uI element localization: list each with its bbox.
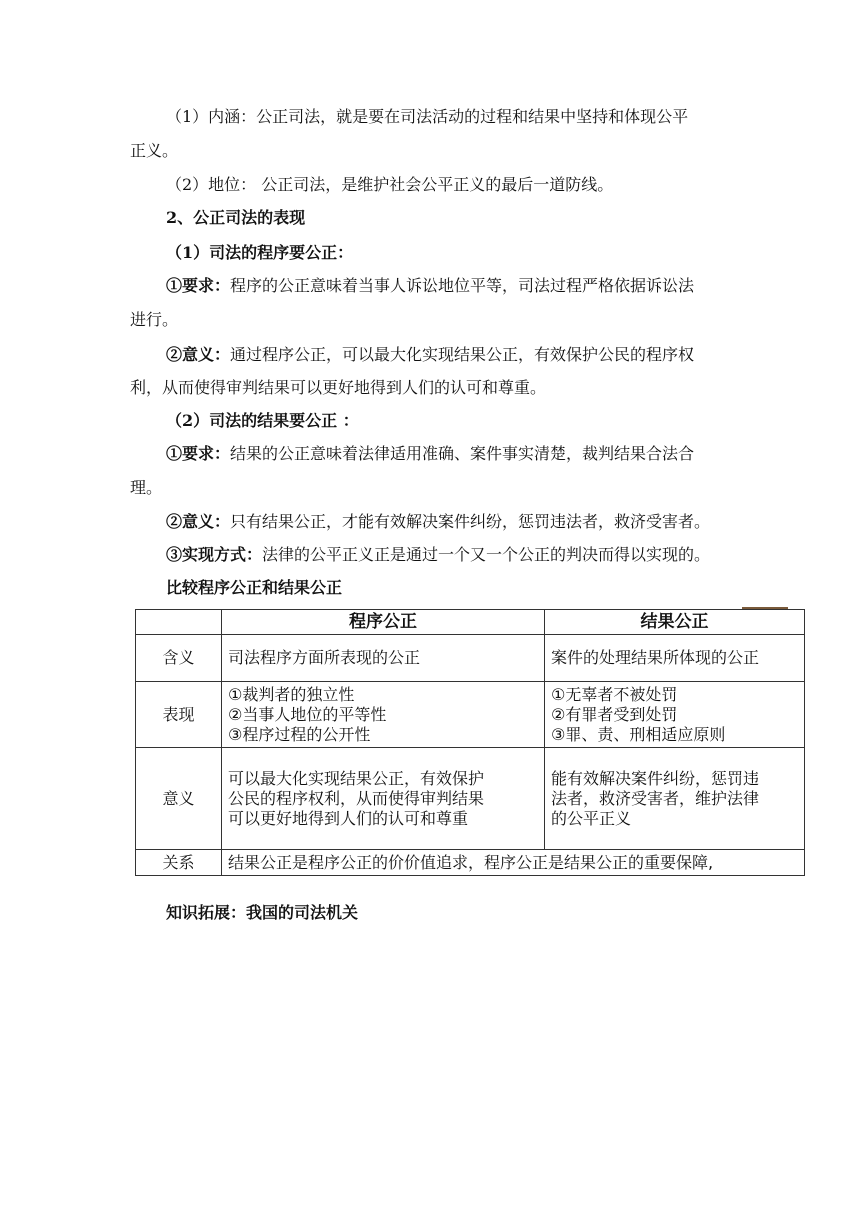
- cell-significance-result: [545, 748, 805, 850]
- table-caption: 比较程序公正和结果公正: [166, 578, 343, 597]
- list-item: ①裁判者的独立性: [228, 684, 355, 704]
- significance-label: ②意义：: [166, 512, 231, 531]
- table-row-manifestation: [136, 682, 805, 748]
- realization-label: ③实现方式：: [166, 545, 263, 564]
- cell-significance-procedural: [222, 748, 545, 850]
- text-line: 公民的程序权利，从而使得审判结果: [228, 788, 485, 808]
- list-item: ①无辜者不被处罚: [551, 684, 678, 704]
- cell-manifestation-result: [545, 682, 805, 748]
- significance-text: 只有结果公正，才能有效解决案件纠纷，惩罚违法者，救济受害者。: [230, 512, 711, 531]
- row-label-meaning: 含义: [136, 635, 222, 682]
- result-requirement-cont: 理。: [130, 478, 163, 497]
- realization-text: 法律的公平正义正是通过一个又一个公正的判决而得以实现的。: [262, 545, 711, 564]
- list-item: ③程序过程的公开性: [228, 724, 371, 744]
- requirement-label: ①要求：: [166, 444, 231, 463]
- section-heading: 2、公正司法的表现: [166, 208, 306, 227]
- row-label-manifestation: 表现: [136, 682, 222, 748]
- comparison-table: [135, 609, 805, 876]
- cell-meaning-procedural: 司法程序方面所表现的公正: [222, 635, 545, 682]
- table-header-row: [136, 610, 805, 635]
- list-item: ②有罪者受到处罚: [551, 704, 678, 724]
- paragraph-connotation-cont: 正义。: [130, 141, 179, 160]
- text-line: 可以最大化实现结果公正，有效保护: [228, 768, 485, 788]
- paragraph-connotation: （1）内涵：公正司法，就是要在司法活动的过程和结果中坚持和体现公平: [166, 107, 689, 126]
- text-line: 可以更好地得到人们的认可和尊重: [228, 808, 469, 828]
- row-label-significance: 意义: [136, 748, 222, 850]
- significance-text: 通过程序公正，可以最大化实现结果公正，有效保护公民的程序权: [230, 345, 695, 364]
- cell-manifestation-procedural: [222, 682, 545, 748]
- procedure-requirement-cont: 进行。: [130, 310, 179, 329]
- requirement-text: 结果的公正意味着法律适用准确、案件事实清楚，裁判结果合法合: [230, 444, 695, 463]
- paragraph-status: （2）地位： 公正司法，是维护社会公平正义的最后一道防线。: [166, 175, 614, 194]
- procedure-requirement: [166, 276, 694, 296]
- row-label-relation: 关系: [136, 850, 222, 876]
- text-line: 的公平正义: [551, 808, 632, 828]
- knowledge-extension: 知识拓展：我国的司法机关: [166, 903, 359, 922]
- cell-relation: 结果公正是程序公正的价价值追求，程序公正是结果公正的重要保障,: [222, 850, 805, 876]
- procedure-significance-cont: 利，从而使得审判结果可以更好地得到人们的认可和尊重。: [130, 378, 547, 397]
- requirement-label: ①要求：: [166, 276, 231, 295]
- list-item: ②当事人地位的平等性: [228, 704, 387, 724]
- procedure-significance: [166, 345, 694, 365]
- header-procedural: 程序公正: [222, 610, 545, 635]
- table-row-meaning: [136, 635, 805, 682]
- text-line: 能有效解决案件纠纷，惩罚违: [551, 768, 760, 788]
- header-corner: [136, 610, 222, 635]
- list-item: ③罪、责、刑相适应原则: [551, 724, 726, 744]
- header-result: 结果公正: [545, 610, 805, 635]
- realization-way: [166, 545, 710, 565]
- text-line: 法者，救济受害者，维护法律: [551, 788, 760, 808]
- table-row-relation: [136, 850, 805, 876]
- subheading-result: （2）司法的结果要公正 ：: [166, 411, 359, 430]
- table-row-significance: [136, 748, 805, 850]
- requirement-text: 程序的公正意味着当事人诉讼地位平等，司法过程严格依据诉讼法: [230, 276, 695, 295]
- subheading-procedure: （1）司法的程序要公正：: [166, 243, 354, 262]
- result-significance: [166, 512, 710, 532]
- significance-label: ②意义：: [166, 345, 231, 364]
- cell-meaning-result: 案件的处理结果所体现的公正: [545, 635, 805, 682]
- result-requirement: [166, 444, 694, 464]
